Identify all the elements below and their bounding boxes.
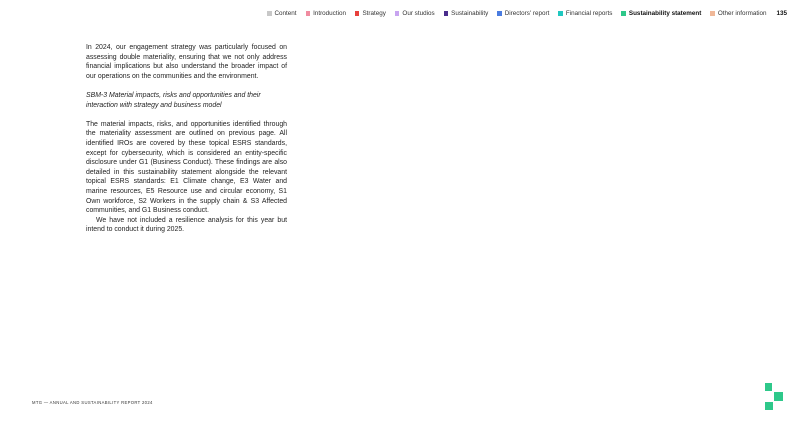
paragraph-spacer xyxy=(86,81,287,91)
body-text-column xyxy=(86,43,287,235)
paragraph-material-impacts: The material impacts, risks, and opportunities identified through the materiality assessment are outlined on previous page. All identified IROs are covered by these topical ESRS standards, except for cybersecurity, which is considered an entity-specific disclosure under G1 (Business Conduct). These findings are also detailed in this sustainability statement alongside the relevant topical ESRS standards: E1 Climate change, E3 Water and marine resources, E5 Resource use and circular economy, S1 Own workforce, S2 Workers in the supply chain & S3 Affected communities, and G1 Business conduct. xyxy=(86,120,287,215)
strategy-swatch-icon xyxy=(355,11,360,16)
nav-item-introduction[interactable] xyxy=(306,10,346,17)
nav-item-financial-reports[interactable] xyxy=(558,10,612,17)
paragraph-engagement-strategy: In 2024, our engagement strategy was particularly focused on assessing double materiality, ensuring that we not only address financial implications but also understand the broader impact of our operations on the communities and the environment. xyxy=(86,44,287,80)
paragraph-spacer xyxy=(86,110,287,120)
logo-block-bottom xyxy=(765,402,773,410)
nav-item-our-studios[interactable] xyxy=(395,10,435,17)
financial-reports-swatch-icon xyxy=(558,11,563,16)
introduction-swatch-icon xyxy=(306,11,311,16)
nav-item-label: Introduction xyxy=(313,10,346,17)
nav-item-other-information[interactable] xyxy=(710,10,766,17)
nav-item-directors-report[interactable] xyxy=(497,10,549,17)
nav-item-content[interactable] xyxy=(267,10,297,17)
nav-item-sustainability-statement[interactable] xyxy=(621,10,701,17)
paragraph-resilience-analysis: We have not included a resilience analysis for this year but intend to conduct it during 2025. xyxy=(86,216,287,234)
logo-block-middle xyxy=(774,392,783,401)
logo-block-top xyxy=(765,383,772,391)
content-swatch-icon xyxy=(267,11,272,16)
our-studios-swatch-icon xyxy=(395,11,400,16)
section-subheading: SBM-3 Material impacts, risks and opportunities and their interaction with strategy and business model xyxy=(86,91,261,109)
nav-item-label: Content xyxy=(274,10,297,17)
top-navigation xyxy=(267,10,787,17)
other-information-swatch-icon xyxy=(710,11,715,16)
nav-item-label: Directors' report xyxy=(504,10,550,17)
nav-item-label: Financial reports xyxy=(565,10,613,17)
mtg-pixel-logo-icon xyxy=(764,383,786,411)
nav-item-sustainability[interactable] xyxy=(444,10,489,17)
sustainability-swatch-icon xyxy=(444,11,449,16)
nav-item-label: Sustainability xyxy=(451,10,489,17)
footer-report-title: MTG — ANNUAL AND SUSTAINABILITY REPORT 2024 xyxy=(32,400,153,405)
directors-report-swatch-icon xyxy=(497,11,502,16)
nav-item-label: Sustainability statement xyxy=(628,10,702,17)
nav-item-strategy[interactable] xyxy=(355,10,386,17)
nav-item-label: Our studios xyxy=(402,10,435,17)
sustainability-statement-swatch-icon xyxy=(621,11,626,16)
nav-item-label: Other information xyxy=(717,10,767,17)
nav-item-label: Strategy xyxy=(362,10,386,17)
page-number: 135 xyxy=(776,10,787,17)
